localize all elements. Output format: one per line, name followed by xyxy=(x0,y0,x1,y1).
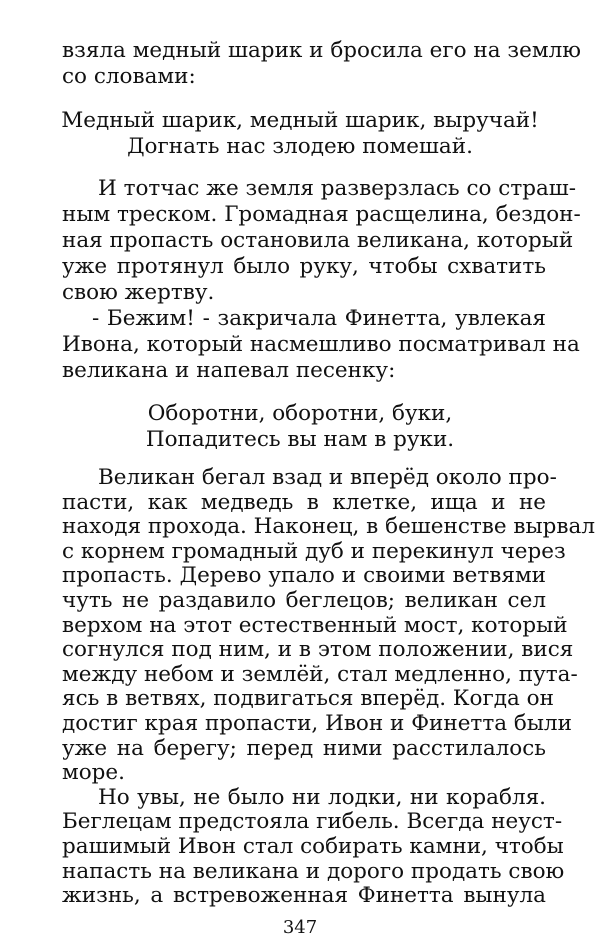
text-line: с корнем громадный дуб и перекинул через xyxy=(62,539,566,564)
text-line: Но увы, не было ни лодки, ни корабля. xyxy=(98,785,546,810)
text-line: со словами: xyxy=(62,64,196,89)
text-line: ясь в ветвях, подвигаться вперёд. Когда он xyxy=(62,686,554,711)
text-line: свою жертву. xyxy=(62,280,215,305)
text-line: ным треском. Громадная расщелина, бездон- xyxy=(62,202,581,227)
text-line: - Бежим! - закричала Финетта, увлекая xyxy=(92,306,546,331)
text-line: между небом и землёй, стал медленно, пута- xyxy=(62,662,578,687)
text-line: великана и напевал песенку: xyxy=(62,358,396,383)
text-line: пасти, как медведь в клетке, ища и не xyxy=(62,490,546,515)
text-line: ная пропасть остановила великана, который xyxy=(62,228,574,253)
page-number: 347 xyxy=(282,917,318,938)
verse-line: Попадитесь вы нам в руки. xyxy=(145,427,455,452)
text-line: Ивона, который насмешливо посматривал на xyxy=(62,332,580,357)
verse-line: Оборотни, оборотни, буки, xyxy=(147,401,453,426)
text-line: Беглецам предстояла гибель. Всегда неуст- xyxy=(62,809,563,834)
text-line: И тотчас же земля разверзлась со страш- xyxy=(98,176,577,201)
text-line: согнулся под ним, и в этом положении, вися xyxy=(62,637,574,662)
text-line: напасть на великана и дорого продать свою xyxy=(62,859,565,884)
text-line: чуть не раздавило беглецов; великан сел xyxy=(62,588,546,613)
text-line: уже на берегу; перед ними расстилалось xyxy=(62,736,546,761)
text-line: достиг края пропасти, Ивон и Финетта были xyxy=(62,711,572,736)
text-line: Великан бегал взад и вперёд около про- xyxy=(98,465,557,490)
verse-line: Медный шарик, медный шарик, выручай! xyxy=(61,108,539,133)
verse-line: Догнать нас злодею помешай. xyxy=(127,134,473,159)
text-line: жизнь, а встревоженная Финетта вынула xyxy=(62,883,546,908)
text-line: пропасть. Дерево упало и своими ветвями xyxy=(62,563,546,588)
text-line: взяла медный шарик и бросила его на землю xyxy=(62,38,581,63)
text-line: уже протянул было руку, чтобы схватить xyxy=(62,254,546,279)
text-line: рашимый Ивон стал собирать камни, чтобы xyxy=(62,834,564,859)
text-line: море. xyxy=(62,760,125,785)
text-line: находя прохода. Наконец, в бешенстве вырвал xyxy=(62,514,595,539)
text-line: верхом на этот естественный мост, который xyxy=(62,613,568,638)
